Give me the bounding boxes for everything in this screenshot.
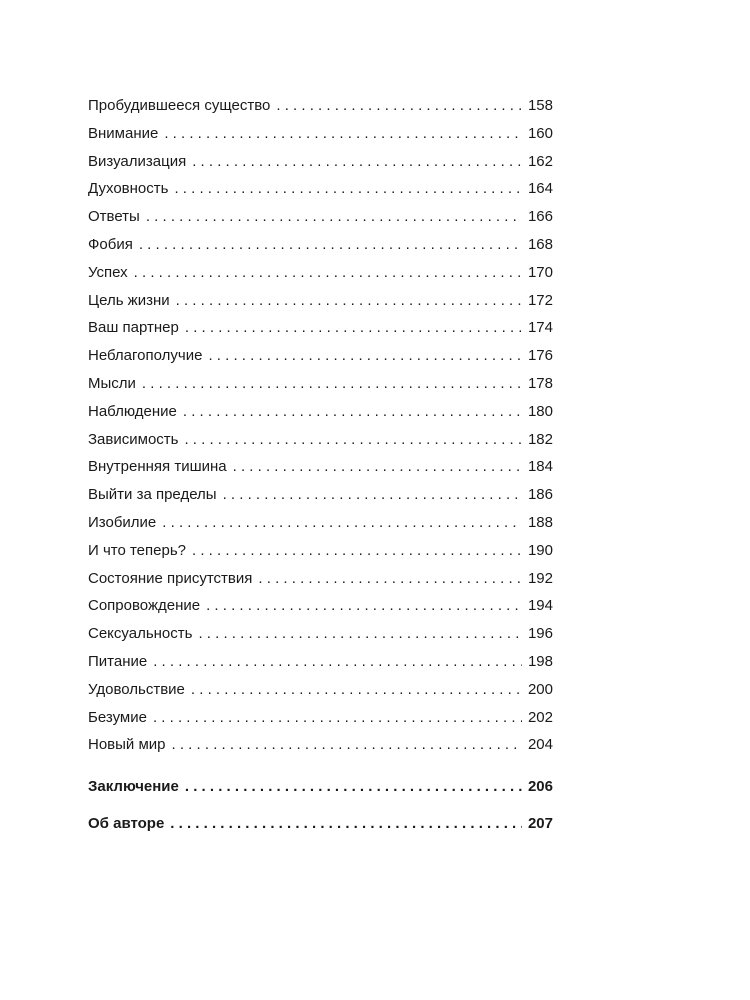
toc-entry-title: Заключение — [88, 778, 179, 796]
toc-back-matter — [88, 768, 553, 842]
toc-entry-page: 176 — [527, 347, 553, 365]
toc-entry[interactable] — [88, 259, 553, 287]
dot-leader — [153, 704, 522, 732]
dot-leader — [142, 370, 522, 398]
toc-entry-page: 174 — [527, 319, 553, 337]
toc-entry-title: Внимание — [88, 124, 159, 142]
toc-entry-title: Пробудившееся существо — [88, 97, 271, 114]
dot-leader — [258, 565, 522, 593]
toc-entry-page: 206 — [527, 778, 553, 796]
toc-entry-title: Новый мир — [88, 736, 166, 754]
toc-entry-page: 200 — [527, 680, 553, 698]
dot-leader — [172, 731, 522, 759]
toc-entry[interactable] — [88, 537, 553, 565]
toc-entry-title: Цель жизни — [88, 291, 170, 309]
dot-leader — [153, 648, 522, 676]
toc-entry-page: 207 — [527, 815, 553, 833]
toc-entry[interactable] — [88, 175, 553, 203]
dot-leader — [208, 342, 522, 370]
toc-entry-title: Сопровождение — [88, 597, 201, 615]
table-of-contents — [88, 92, 553, 842]
toc-entry-title: Выйти за пределы — [88, 486, 217, 504]
toc-entry[interactable] — [88, 676, 553, 704]
toc-entry-title: Ответы — [88, 208, 140, 226]
dot-leader — [184, 426, 522, 454]
toc-entry-page: 180 — [527, 402, 553, 420]
toc-entry[interactable] — [88, 314, 553, 342]
toc-entry-title: Внутренняя тишина — [88, 458, 227, 476]
toc-entry[interactable] — [88, 648, 553, 676]
dot-leader — [192, 537, 522, 565]
dot-leader — [170, 805, 522, 842]
dot-leader — [139, 231, 522, 259]
toc-entry-page: 160 — [527, 124, 553, 142]
dot-leader — [192, 148, 522, 176]
toc-entry-title: Наблюдение — [88, 402, 177, 420]
dot-leader — [223, 481, 522, 509]
toc-entry[interactable] — [88, 704, 553, 732]
dot-leader — [176, 287, 522, 315]
toc-entry-page: 190 — [527, 541, 553, 559]
toc-entry-title: Удовольствие — [88, 680, 185, 698]
dot-leader — [164, 120, 522, 148]
dot-leader — [162, 509, 522, 537]
toc-entry-page: 178 — [527, 374, 553, 392]
toc-entry-title: Визуализация — [88, 152, 187, 170]
dot-leader — [174, 175, 522, 203]
dot-leader — [183, 398, 522, 426]
toc-entry-title: Безумие — [88, 708, 147, 726]
dot-leader — [233, 453, 522, 481]
toc-entry-page: 168 — [527, 235, 553, 253]
toc-entry-page: 166 — [527, 208, 553, 226]
dot-leader — [134, 259, 522, 287]
toc-entry-page: 172 — [527, 291, 553, 309]
toc-entry-page: 158 — [527, 97, 553, 114]
dot-leader — [276, 92, 522, 120]
toc-entry-page: 170 — [527, 263, 553, 281]
toc-entry-page: 204 — [527, 736, 553, 754]
toc-entry-title: Сексуальность — [88, 625, 193, 643]
toc-entry-page: 182 — [527, 430, 553, 448]
toc-entry[interactable] — [88, 398, 553, 426]
toc-entry-page: 164 — [527, 180, 553, 198]
toc-entry[interactable] — [88, 92, 553, 120]
dot-leader — [191, 676, 522, 704]
toc-entry[interactable] — [88, 342, 553, 370]
toc-entry-page: 186 — [527, 486, 553, 504]
dot-leader — [198, 620, 522, 648]
toc-entry[interactable] — [88, 426, 553, 454]
toc-entry[interactable] — [88, 370, 553, 398]
toc-entry-page: 196 — [527, 625, 553, 643]
toc-entry-title: Духовность — [88, 180, 169, 198]
toc-entry-page: 194 — [527, 597, 553, 615]
toc-entry[interactable] — [88, 592, 553, 620]
toc-entry-title: Изобилие — [88, 513, 157, 531]
toc-entry-title: Об авторе — [88, 815, 165, 833]
toc-entry-conclusion[interactable] — [88, 768, 553, 805]
toc-entry[interactable] — [88, 509, 553, 537]
toc-entry[interactable] — [88, 731, 553, 759]
toc-entry[interactable] — [88, 620, 553, 648]
toc-entry-page: 184 — [527, 458, 553, 476]
toc-entry[interactable] — [88, 287, 553, 315]
toc-entry-title: Фобия — [88, 235, 133, 253]
toc-entry-title: Ваш партнер — [88, 319, 179, 337]
toc-entry[interactable] — [88, 231, 553, 259]
toc-entry-title: Состояние присутствия — [88, 569, 253, 587]
dot-leader — [185, 314, 522, 342]
toc-entry-title: Успех — [88, 263, 128, 281]
dot-leader — [206, 592, 522, 620]
toc-entry-title: Мысли — [88, 374, 136, 392]
dot-leader — [185, 768, 522, 805]
toc-entry-page: 198 — [527, 652, 553, 670]
toc-chapter-list — [88, 92, 553, 759]
dot-leader — [146, 203, 522, 231]
toc-entry-page: 192 — [527, 569, 553, 587]
toc-entry-title: Неблагополучие — [88, 347, 203, 365]
toc-entry-page: 162 — [527, 152, 553, 170]
toc-entry-title: Питание — [88, 652, 148, 670]
toc-entry-page: 188 — [527, 513, 553, 531]
toc-entry[interactable] — [88, 148, 553, 176]
toc-entry[interactable] — [88, 453, 553, 481]
toc-entry-title: Зависимость — [88, 430, 179, 448]
toc-entry-title: И что теперь? — [88, 541, 186, 559]
toc-entry[interactable] — [88, 120, 553, 148]
toc-entry[interactable] — [88, 203, 553, 231]
toc-entry[interactable] — [88, 565, 553, 593]
toc-entry-page: 202 — [527, 708, 553, 726]
toc-entry-about-author[interactable] — [88, 805, 553, 842]
toc-entry[interactable] — [88, 481, 553, 509]
